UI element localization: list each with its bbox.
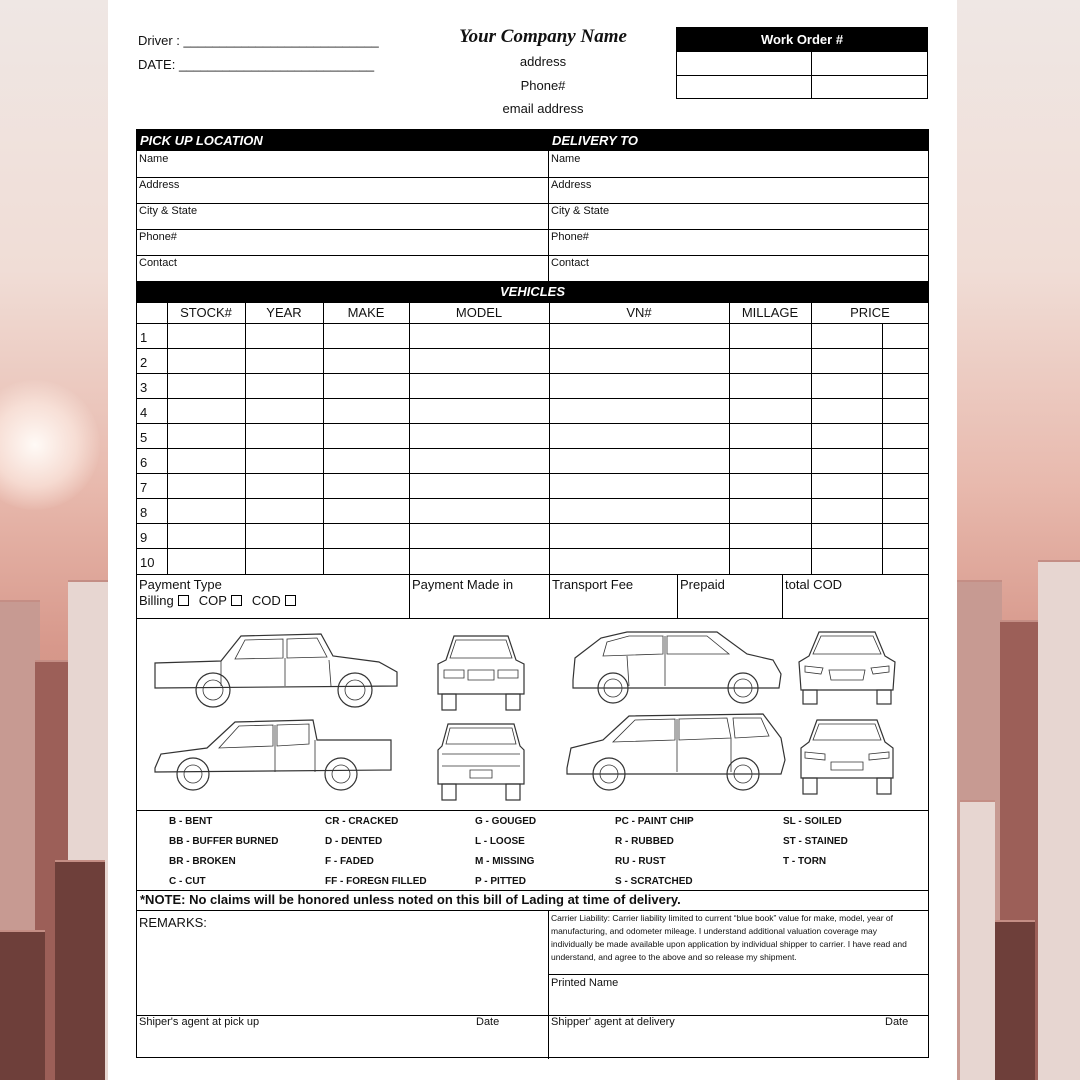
pickup-truck-side-rear-diagram (151, 714, 396, 796)
driver-label: Driver : (138, 33, 184, 48)
cop-checkbox[interactable] (231, 595, 242, 606)
col-year: YEAR (266, 305, 302, 320)
suv-rear-diagram (795, 716, 899, 798)
claims-note: *NOTE: No claims will be honored unless noted on this bill of Lading at time of delivery. (140, 892, 681, 907)
payment-type-label: Payment Type (139, 577, 222, 592)
remarks-field[interactable]: REMARKS: (139, 915, 207, 930)
col-stock: STOCK# (180, 305, 232, 320)
delivery-title: DELIVERY TO (552, 133, 638, 148)
suv-side-diagram (567, 628, 787, 706)
pickup-truck-side-diagram (151, 628, 403, 712)
work-order-cell[interactable] (677, 75, 812, 99)
shipper-agent-delivery-field[interactable]: Shipper' agent at delivery (551, 1016, 675, 1028)
col-make: MAKE (347, 305, 385, 320)
cod-checkbox[interactable] (285, 595, 296, 606)
prepaid-field[interactable]: Prepaid (680, 577, 725, 592)
building (0, 930, 45, 1080)
total-cod-field[interactable]: total COD (785, 577, 843, 592)
billing-label: Billing (139, 593, 174, 608)
col-millage: MILLAGE (741, 305, 799, 320)
work-order-cell[interactable] (677, 51, 812, 75)
row-number: 8 (140, 505, 148, 520)
carrier-liability-line: understand, and agree to the above and so release my shipment. (551, 952, 797, 962)
damage-code-paint-chip: PC - PAINT CHIP (615, 816, 694, 827)
date-field[interactable] (138, 57, 374, 72)
damage-code-dented: D - DENTED (325, 836, 383, 847)
row-number: 4 (140, 405, 148, 420)
pickup-truck-front-diagram (434, 630, 528, 714)
carrier-liability-line: individually be made available upon application by individual shipper to carrier. I have read and (551, 939, 907, 949)
work-order-title: Work Order # (677, 28, 927, 51)
pickup-title: PICK UP LOCATION (140, 133, 263, 148)
delivery-phone-field[interactable]: Phone# (551, 231, 589, 243)
row-number: 6 (140, 455, 148, 470)
damage-code-torn: T - TORN (783, 856, 827, 867)
payment-made-in-field[interactable]: Payment Made in (412, 577, 514, 592)
damage-code-rust: RU - RUST (615, 856, 666, 867)
pickup-city-field[interactable]: City & State (139, 205, 198, 217)
damage-code-stained: ST - STAINED (783, 836, 848, 847)
carrier-liability-line: manufacturing, and odometer mileage. I understand additional valuation coverage may (551, 926, 878, 936)
delivery-name-field[interactable]: Name (551, 153, 581, 165)
carrier-liability-text (551, 912, 927, 964)
row-number: 7 (140, 480, 148, 495)
damage-code-broken: BR - BROKEN (169, 856, 236, 867)
company-name: Your Company Name (459, 26, 627, 47)
row-number: 2 (140, 355, 148, 370)
damage-code-bent: B - BENT (169, 816, 213, 827)
billing-checkbox[interactable] (178, 595, 189, 606)
col-vin: VN# (626, 305, 652, 320)
location-header-bar (137, 130, 928, 151)
row-number: 5 (140, 430, 148, 445)
pickup-name-field[interactable]: Name (139, 153, 169, 165)
company-phone: Phone# (520, 78, 566, 93)
vehicles-title: VEHICLES (137, 281, 928, 303)
delivery-date-field[interactable]: Date (885, 1016, 909, 1028)
pickup-truck-rear-diagram (434, 720, 528, 804)
work-order-cell[interactable] (812, 75, 927, 99)
damage-code-pitted: P - PITTED (475, 876, 526, 887)
driver-field[interactable] (138, 33, 379, 48)
suv-front-diagram (795, 628, 899, 708)
col-model: MODEL (455, 305, 503, 320)
suv-side-other-diagram (563, 710, 791, 794)
col-price: PRICE (850, 305, 890, 320)
payment-options (139, 593, 306, 608)
delivery-address-field[interactable]: Address (551, 179, 592, 191)
building (55, 860, 105, 1080)
row-number: 1 (140, 330, 148, 345)
damage-code-faded: F - FADED (325, 856, 374, 867)
date-line: ___________________________ (178, 57, 375, 72)
driver-line: ___________________________ (183, 33, 379, 48)
work-order-cell[interactable] (812, 51, 927, 75)
delivery-contact-field[interactable]: Contact (551, 257, 589, 269)
pickup-date-field[interactable]: Date (476, 1016, 500, 1028)
shipper-agent-pickup-field[interactable]: Shiper's agent at pick up (139, 1016, 260, 1028)
work-order-box (676, 27, 928, 99)
pickup-address-field[interactable]: Address (139, 179, 180, 191)
damage-code-loose: L - LOOSE (475, 836, 525, 847)
printed-name-field[interactable]: Printed Name (551, 977, 619, 989)
shipping-form (136, 129, 929, 1058)
delivery-city-field[interactable]: City & State (551, 205, 610, 217)
row-number: 3 (140, 380, 148, 395)
bill-of-lading-sheet (108, 0, 957, 1080)
damage-code-cut: C - CUT (169, 876, 206, 887)
building (1038, 560, 1080, 1080)
damage-code-missing: M - MISSING (475, 856, 535, 867)
cod-label: COD (251, 593, 281, 608)
pickup-contact-field[interactable]: Contact (139, 257, 177, 269)
damage-code-foregn-filled: FF - FOREGN FILLED (325, 876, 427, 887)
carrier-liability-line: Carrier Liability: Carrier liability limited to current “blue book” value for make, model, year of (551, 913, 894, 923)
transport-fee-field[interactable]: Transport Fee (552, 577, 634, 592)
company-email: email address (502, 101, 584, 116)
damage-code-buffer-burned: BB - BUFFER BURNED (169, 836, 279, 847)
row-number: 9 (140, 530, 148, 545)
damage-code-gouged: G - GOUGED (475, 816, 537, 827)
cop-label: COP (198, 593, 227, 608)
row-number: 10 (140, 555, 155, 570)
damage-code-cracked: CR - CRACKED (325, 816, 399, 827)
building (960, 800, 995, 1080)
date-label: DATE: (138, 57, 179, 72)
damage-code-soiled: SL - SOILED (783, 816, 842, 827)
damage-code-rubbed: R - RUBBED (615, 836, 674, 847)
damage-code-scratched: S - SCRATCHED (615, 876, 693, 887)
company-address: address (519, 54, 567, 69)
pickup-phone-field[interactable]: Phone# (139, 231, 177, 243)
